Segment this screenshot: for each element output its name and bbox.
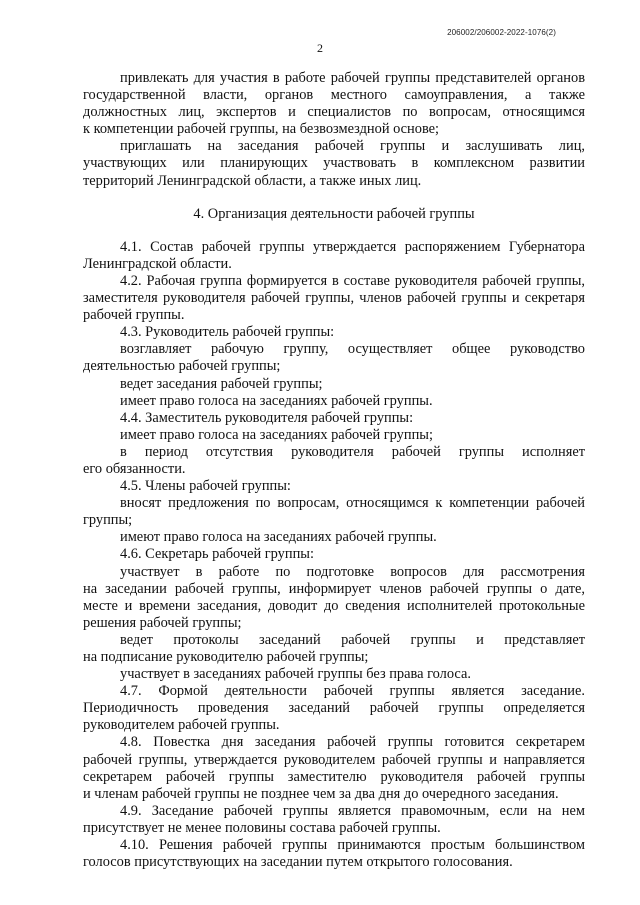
paragraph	[83, 70, 585, 138]
text-line: группы;	[83, 512, 133, 529]
text-line: рабочей группы.	[83, 307, 185, 324]
paragraph	[83, 734, 585, 802]
text-line: 4.8. Повестка дня заседания рабочей группы готовится секретарем	[120, 734, 585, 751]
text-line: рабочей группы, утверждается руководителем рабочей группы и направляется	[83, 751, 585, 768]
paragraph	[83, 837, 585, 871]
text-line: 4.10. Решения рабочей группы принимаются простым большинством	[120, 837, 585, 854]
document-id: 206002/206002-2022-1076(2)	[447, 28, 556, 37]
page-number: 2	[317, 41, 323, 55]
text-line: руководителем рабочей группы.	[83, 717, 280, 734]
document-body	[83, 70, 585, 871]
paragraph	[83, 564, 585, 632]
text-line: в период отсутствия руководителя рабочей группы исполняет	[120, 443, 585, 460]
text-line: имеют право голоса на заседаниях рабочей группы.	[120, 529, 437, 546]
text-line: возглавляет рабочую группу, осуществляет общее руководство	[120, 341, 585, 358]
paragraph	[83, 444, 585, 478]
paragraph	[83, 666, 585, 683]
heading-line: 4. Организация деятельности рабочей группы	[193, 205, 475, 222]
text-line: 4.3. Руководитель рабочей группы:	[120, 324, 335, 341]
text-line: Периодичность проведения заседаний рабочей группы определяется	[83, 700, 585, 717]
paragraph	[83, 239, 585, 273]
text-line: 4.4. Заместитель руководителя рабочей группы:	[120, 409, 414, 426]
text-line: 4.5. Члены рабочей группы:	[120, 478, 291, 495]
text-line: решения рабочей группы;	[83, 614, 242, 631]
text-line: 4.7. Формой деятельности рабочей группы является заседание.	[120, 683, 585, 700]
text-line: приглашать на заседания рабочей группы и заслушивать лиц,	[120, 138, 585, 155]
text-line: ведет протоколы заседаний рабочей группы и представляет	[120, 631, 585, 648]
paragraph	[83, 341, 585, 375]
paragraph	[83, 683, 585, 734]
text-line: заместителя руководителя рабочей группы, членов рабочей группы и секретаря	[83, 290, 585, 307]
text-line: его обязанности.	[83, 460, 186, 477]
section-heading	[83, 206, 585, 223]
text-line: государственной власти, органов местного самоуправления, а также	[83, 87, 585, 104]
paragraph	[83, 138, 585, 189]
text-line: 4.9. Заседание рабочей группы является правомочным, если на нем	[120, 802, 585, 819]
paragraph	[83, 632, 585, 666]
text-line: на заседании рабочей группы, информирует членов рабочей группы о дате,	[83, 580, 585, 597]
text-line: деятельностью рабочей группы;	[83, 358, 281, 375]
text-line: участвует в заседаниях рабочей группы без права голоса.	[120, 666, 471, 683]
text-line: секретарем рабочей группы заместителю руководителя рабочей группы	[83, 768, 585, 785]
paragraph	[83, 376, 585, 393]
text-line: присутствует не менее половины состава рабочей группы.	[83, 819, 441, 836]
paragraph	[83, 324, 585, 341]
text-line: привлекать для участия в работе рабочей группы представителей органов	[120, 70, 585, 86]
text-line: участвует в работе по подготовке вопросов для рассмотрения	[120, 563, 585, 580]
text-line: 4.1. Состав рабочей группы утверждается распоряжением Губернатора	[120, 238, 585, 255]
text-line: должностных лиц, экспертов и специалистов по вопросам, относящимся	[83, 104, 585, 121]
paragraph	[83, 529, 585, 546]
text-line: и членам рабочей группы не позднее чем за два дня до очередного заседания.	[83, 785, 559, 802]
text-line: 4.6. Секретарь рабочей группы:	[120, 546, 314, 563]
text-line: Ленинградской области.	[83, 255, 232, 272]
text-line: 4.2. Рабочая группа формируется в составе руководителя рабочей группы,	[120, 272, 585, 289]
text-line: к компетенции рабочей группы, на безвозмездной основе;	[83, 121, 440, 138]
text-line: территорий Ленинградской области, а также иных лиц.	[83, 172, 422, 189]
spacer	[83, 190, 585, 206]
paragraph	[83, 803, 585, 837]
text-line: ведет заседания рабочей группы;	[120, 375, 323, 392]
text-line: вносят предложения по вопросам, относящимся к компетенции рабочей	[120, 495, 585, 512]
text-line: участвующих или планирующих участвовать в комплексном развитии	[83, 155, 585, 172]
paragraph	[83, 410, 585, 427]
paragraph	[83, 273, 585, 324]
paragraph	[83, 478, 585, 495]
text-line: на подписание руководителю рабочей группы;	[83, 649, 369, 665]
text-line: имеет право голоса на заседаниях рабочей группы;	[120, 426, 433, 443]
paragraph	[83, 495, 585, 529]
paragraph	[83, 546, 585, 563]
text-line: месте и времени заседания, доводит до сведения исполнителей протокольные	[83, 597, 585, 614]
text-line: имеет право голоса на заседаниях рабочей группы.	[120, 392, 433, 409]
paragraph	[83, 393, 585, 410]
text-line: голосов присутствующих на заседании путем открытого голосования.	[83, 854, 513, 871]
paragraph	[83, 427, 585, 444]
spacer	[83, 223, 585, 239]
